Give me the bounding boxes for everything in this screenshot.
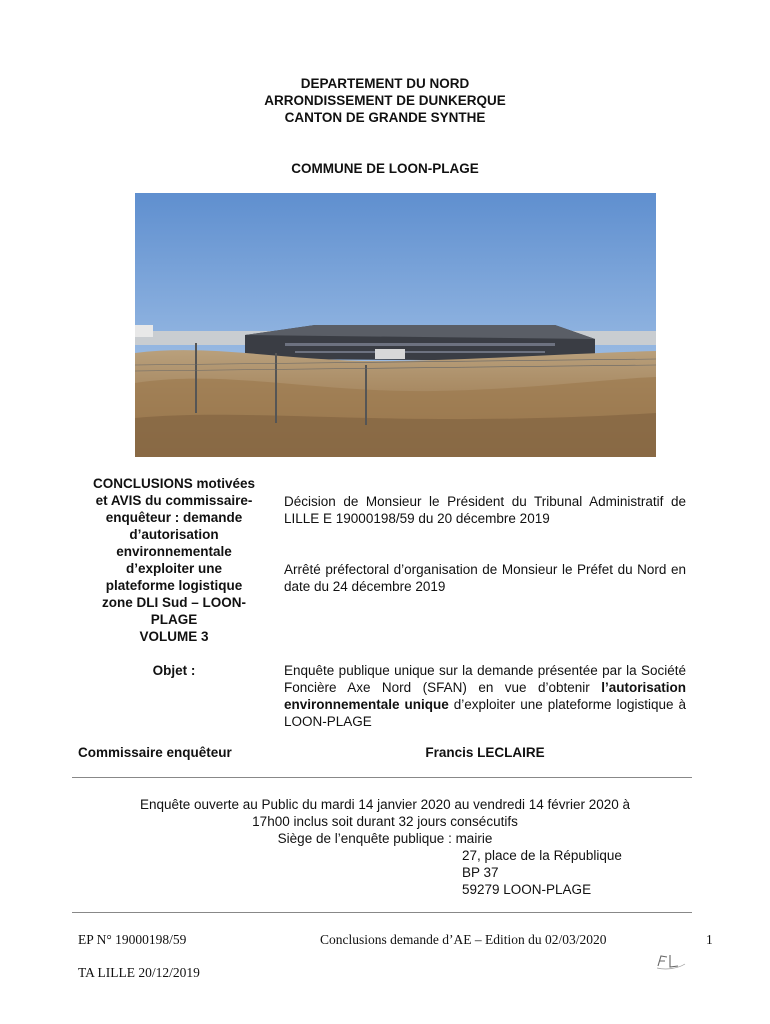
- address-bp: BP 37: [462, 865, 499, 880]
- conclusions-line: environnementale: [116, 544, 232, 559]
- site-photo: [135, 193, 656, 457]
- enquete-siege: Siège de l’enquête publique : mairie: [277, 831, 493, 846]
- arrondissement-title: ARRONDISSEMENT DE DUNKERQUE: [264, 93, 506, 108]
- initials-signature: [655, 950, 689, 972]
- conclusions-line: zone DLI Sud – LOON-: [102, 595, 246, 610]
- footer-conclusions: Conclusions demande d’AE – Edition du 02/03/2020: [320, 932, 607, 947]
- canton-title: CANTON DE GRANDE SYNTHE: [284, 110, 486, 125]
- objet-text-start: Enquête publique unique sur la demande présentée par la Société Foncière Axe Nord (SFAN) en vue d’obtenir: [284, 663, 686, 695]
- footer-ta: TA LILLE 20/12/2019: [78, 965, 200, 980]
- conclusions-line: PLAGE: [150, 612, 198, 627]
- department-title: DEPARTEMENT DU NORD: [300, 76, 470, 91]
- conclusions-title: [78, 475, 270, 645]
- enquete-dates: Enquête ouverte au Public du mardi 14 janvier 2020 au vendredi 14 février 2020 à: [139, 797, 631, 812]
- conclusions-line: d’exploiter une: [125, 561, 223, 576]
- objet-text-bold: l’autorisation environnementale unique: [284, 680, 686, 712]
- enquete-duration: 17h00 inclus soit durant 32 jours consécutifs: [252, 814, 518, 829]
- page-number: 1: [706, 932, 713, 947]
- conclusions-line: VOLUME 3: [139, 629, 209, 644]
- commune-title: COMMUNE DE LOON-PLAGE: [291, 161, 479, 176]
- footer-ep-number: EP N° 19000198/59: [78, 932, 187, 947]
- conclusions-line: plateforme logistique: [105, 578, 243, 593]
- objet-text: [284, 662, 686, 730]
- conclusions-line: et AVIS du commissaire-: [95, 493, 253, 508]
- commissaire-label: Commissaire enquêteur: [78, 745, 232, 760]
- conclusions-line: enquêteur : demande: [105, 510, 243, 525]
- commissaire-name: Francis LECLAIRE: [425, 745, 545, 760]
- address-street: 27, place de la République: [462, 848, 622, 863]
- address-city: 59279 LOON-PLAGE: [462, 882, 592, 897]
- conclusions-line: CONCLUSIONS motivées: [92, 476, 256, 491]
- decision-text: Décision de Monsieur le Président du Tribunal Administratif de LILLE E 19000198/59 du 20 décembre 2019: [284, 494, 686, 526]
- objet-label: Objet :: [152, 663, 196, 678]
- conclusions-line: d’autorisation: [129, 527, 219, 542]
- arrete-text: Arrêté préfectoral d’organisation de Monsieur le Préfet du Nord en date du 24 décembre 2019: [284, 562, 686, 594]
- objet-text-end: d’exploiter une plateforme logistique à LOON-PLAGE: [284, 697, 686, 729]
- footer-divider: [72, 912, 692, 913]
- divider: [72, 777, 692, 778]
